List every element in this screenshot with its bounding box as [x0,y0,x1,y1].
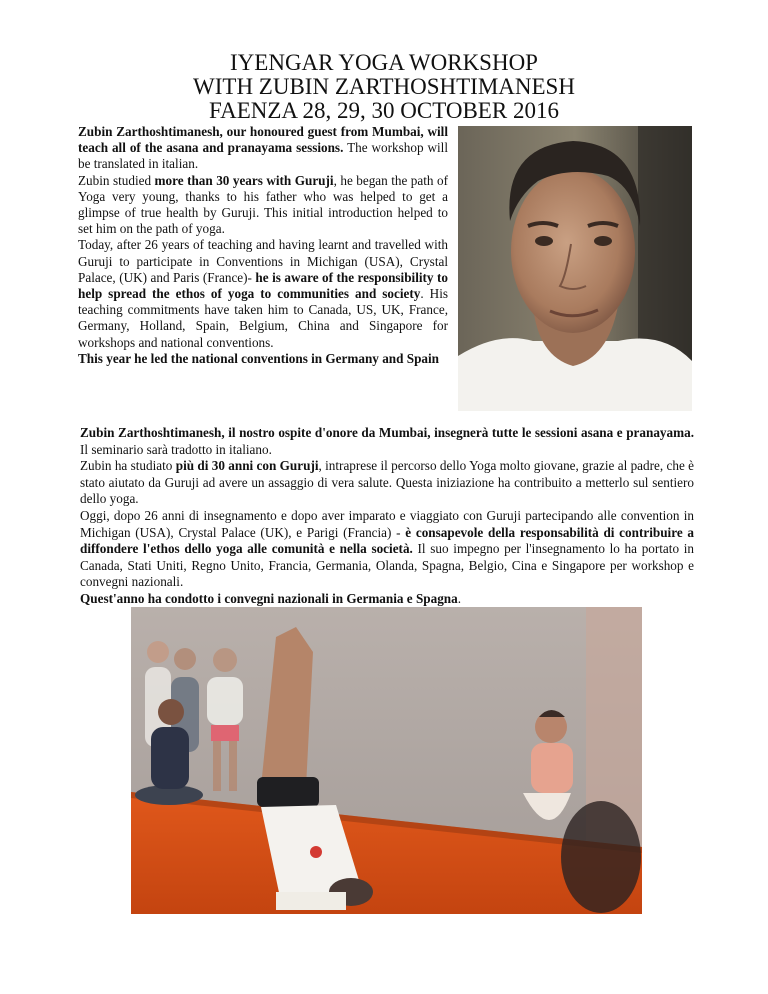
title-line-1: IYENGAR YOGA WORKSHOP [230,50,538,75]
en-paragraph-4 [78,351,448,367]
en-p2-bold: more than 30 years with Guruji [154,172,334,188]
it-paragraph-1 [80,425,694,458]
it-p2-a: Zubin ha studiato [80,458,176,474]
it-p3-bold: è consapevole della responsabilità di contribuire a diffondere l'ethos dello yoga alle comunità e nella società. [80,524,694,557]
italian-text-block [80,425,694,608]
en-p3-a: Today, after 26 years of teaching and having learnt and travelled with Guruji to participate in Conventions in Michigan (USA), Crystal Palace, (UK) and Paris (France)- [78,237,448,285]
en-p3-bold: he is aware of the responsibility to help spread the ethos of yoga to communities and society [78,269,448,302]
it-p4-bold: Quest'anno ha condotto i convegni nazionali in Germania e Spagna [80,590,458,606]
it-p2-bold: più di 30 anni con Guruji [175,458,319,474]
en-p1-rest: The workshop will be translated in italian. [78,140,448,172]
it-p3-b: Il suo impegno per l'insegnamento lo ha portato in Canada, Stati Uniti, Regno Unito, Francia, Germania, Olanda, Spagna, Belgio, Cina e Singapore per workshop e convegni nazionali. [80,541,694,590]
portrait-photo [458,126,692,411]
it-p1-rest: Il seminario sarà tradotto in italiano. [80,441,272,457]
en-p3-b: . His teaching commitments have taken him to Canada, US, UK, France, Germany, Holland, Spain, Belgium, China and Singapore for workshops and national conventions. [78,286,448,350]
title-line-2: WITH ZUBIN ZARTHOSHTIMANESH [193,74,575,99]
en-p2-b: , he began the path of Yoga very young, thanks to his father who was helped to get a glimpse of true health by Guruji. This initial introduction helped to set him on the path of yoga. [78,172,448,237]
it-p2-b: , intraprese il percorso dello Yoga molto giovane, grazie al padre, che è stato aiutato da Guruji ad avere un assaggio di vera salute. Questa iniziazione ha contribuito a metterlo sul sentiero dello yoga. [80,458,694,507]
it-p1-bold: Zubin Zarthoshtimanesh, il nostro ospite d'onore da Mumbai, insegnerà tutte le sessioni asana e pranayama. [80,425,694,440]
en-p1-bold: Zubin Zarthoshtimanesh, our honoured guest from Mumbai, will teach all of the asana and pranayama sessions. [78,124,448,156]
en-paragraph-1 [78,124,448,173]
it-paragraph-3 [80,508,694,591]
it-paragraph-2 [80,458,694,508]
it-paragraph-4 [80,591,694,608]
english-text-block [78,124,448,367]
it-p4-end: . [457,590,462,606]
en-p2-a: Zubin studied [78,172,155,188]
en-paragraph-2 [78,173,448,238]
en-paragraph-3 [78,237,448,350]
it-p3-a: Oggi, dopo 26 anni di insegnamento e dopo aver imparato e viaggiato con Guruji partecipando alle convention in Michigan (USA), Crystal Palace (UK), e Parigi (Francia) - [80,507,694,540]
title-line-3: FAENZA 28, 29, 30 OCTOBER 2016 [209,98,559,123]
workshop-photo [131,607,642,914]
en-p4-bold: This year he led the national conventions in Germany and Spain [78,350,440,366]
